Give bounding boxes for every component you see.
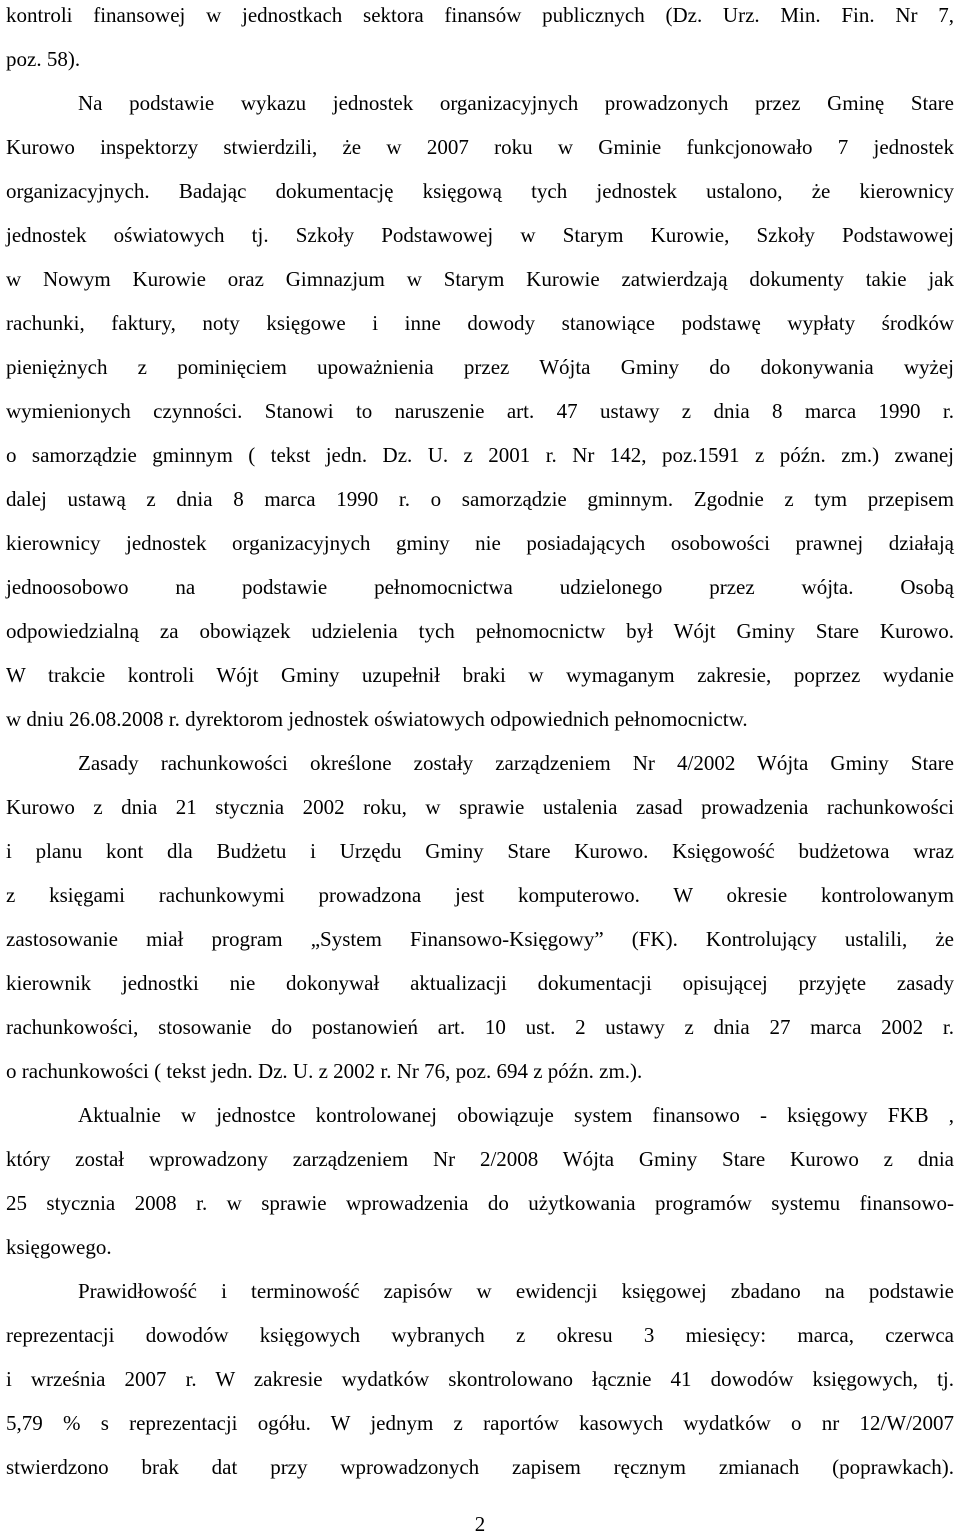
text-line: zastosowanie miał program „System Finansowo-Księgowy” (FK). Kontrolujący ustalili, że — [6, 927, 954, 951]
text-line: Zasady rachunkowości określone zostały zarządzeniem Nr 4/2002 Wójta Gminy Stare — [78, 751, 954, 775]
text-line: W trakcie kontroli Wójt Gminy uzupełnił braki w wymaganym zakresie, poprzez wydanie — [6, 663, 954, 687]
text-line: wymienionych czynności. Stanowi to naruszenie art. 47 ustawy z dnia 8 marca 1990 r. — [6, 399, 954, 423]
text-line: który został wprowadzony zarządzeniem Nr 2/2008 Wójta Gminy Stare Kurowo z dnia — [6, 1147, 954, 1171]
text-line: Prawidłowość i terminowość zapisów w ewidencji księgowej zbadano na podstawie — [78, 1279, 954, 1303]
text-line: rachunki, faktury, noty księgowe i inne dowody stanowiące podstawę wypłaty środków — [6, 311, 954, 335]
text-line: dalej ustawą z dnia 8 marca 1990 r. o samorządzie gminnym. Zgodnie z tym przepisem — [6, 487, 954, 511]
text-line: jednostek oświatowych tj. Szkoły Podstawowej w Starym Kurowie, Szkoły Podstawowej — [6, 223, 954, 247]
text-line: 25 stycznia 2008 r. w sprawie wprowadzenia do użytkowania programów systemu finansowo- — [6, 1191, 954, 1215]
text-line: odpowiedzialną za obowiązek udzielenia tych pełnomocnictw był Wójt Gminy Stare Kurowo. — [6, 619, 954, 643]
text-line: kontroli finansowej w jednostkach sektora finansów publicznych (Dz. Urz. Min. Fin. Nr 7, — [6, 3, 954, 27]
text-line: z księgami rachunkowymi prowadzona jest komputerowo. W okresie kontrolowanym — [6, 883, 954, 907]
text-line: Na podstawie wykazu jednostek organizacyjnych prowadzonych przez Gminę Stare — [78, 91, 954, 115]
text-line: kierownicy jednostek organizacyjnych gminy nie posiadających osobowości prawnej działają — [6, 531, 954, 555]
text-line: poz. 58). — [6, 47, 81, 71]
text-line: o samorządzie gminnym ( tekst jedn. Dz. U. z 2001 r. Nr 142, poz.1591 z późn. zm.) zwanej — [6, 443, 954, 467]
text-line: Kurowo z dnia 21 stycznia 2002 roku, w sprawie ustalenia zasad prowadzenia rachunkowości — [6, 795, 954, 819]
text-line: organizacyjnych. Badając dokumentację księgową tych jednostek ustalono, że kierownicy — [6, 179, 954, 203]
text-line: i września 2007 r. W zakresie wydatków skontrolowano łącznie 41 dowodów księgowych, tj. — [6, 1367, 954, 1391]
page-number: 2 — [474, 1512, 486, 1536]
text-line: reprezentacji dowodów księgowych wybranych z okresu 3 miesięcy: marca, czerwca — [6, 1323, 954, 1347]
text-line: Aktualnie w jednostce kontrolowanej obowiązuje system finansowo - księgowy FKB , — [78, 1103, 954, 1127]
text-line: o rachunkowości ( tekst jedn. Dz. U. z 2002 r. Nr 76, poz. 694 z późn. zm.). — [6, 1059, 643, 1083]
text-line: w dniu 26.08.2008 r. dyrektorom jednostek oświatowych odpowiednich pełnomocnictw. — [6, 707, 748, 731]
text-line: 5,79 % s reprezentacji ogółu. W jednym z raportów kasowych wydatków o nr 12/W/2007 — [6, 1411, 954, 1435]
text-line: kierownik jednostki nie dokonywał aktualizacji dokumentacji opisującej przyjęte zasady — [6, 971, 954, 995]
text-line: w Nowym Kurowie oraz Gimnazjum w Starym Kurowie zatwierdzają dokumenty takie jak — [6, 267, 954, 291]
text-line: i planu kont dla Budżetu i Urzędu Gminy Stare Kurowo. Księgowość budżetowa wraz — [6, 839, 954, 863]
text-line: księgowego. — [6, 1235, 112, 1259]
text-line: stwierdzono brak dat przy wprowadzonych zapisem ręcznym zmianach (poprawkach). — [6, 1455, 954, 1479]
text-line: rachunkowości, stosowanie do postanowień art. 10 ust. 2 ustawy z dnia 27 marca 2002 r. — [6, 1015, 954, 1039]
text-line: jednoosobowo na podstawie pełnomocnictwa udzielonego przez wójta. Osobą — [6, 575, 954, 599]
text-line: Kurowo inspektorzy stwierdzili, że w 2007 roku w Gminie funkcjonowało 7 jednostek — [6, 135, 954, 159]
text-line: pieniężnych z pominięciem upoważnienia przez Wójta Gminy do dokonywania wyżej — [6, 355, 954, 379]
